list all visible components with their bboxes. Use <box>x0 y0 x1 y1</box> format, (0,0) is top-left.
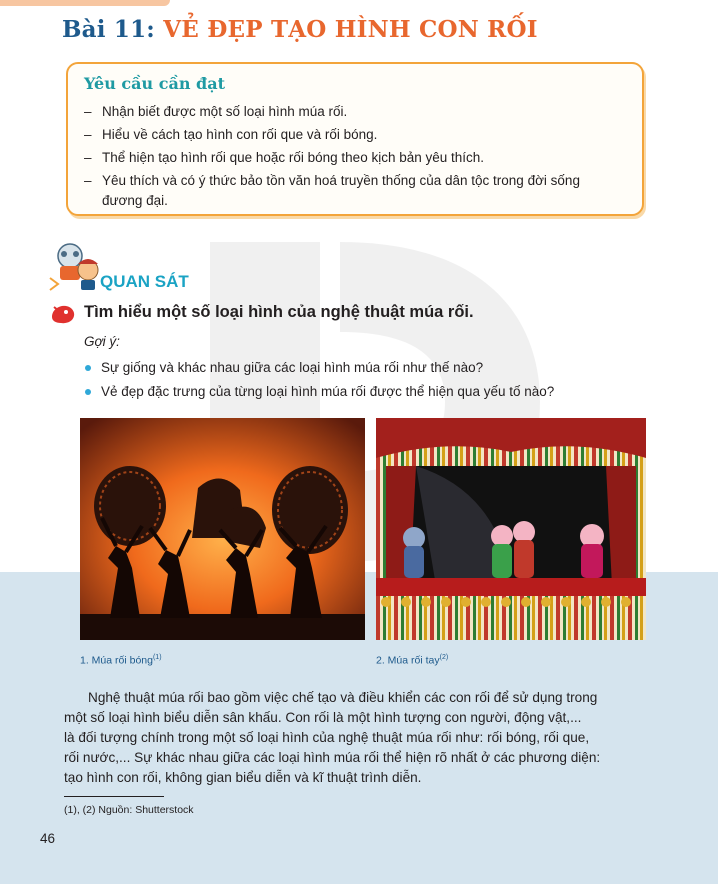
lesson-name: VẺ ĐẸP TẠO HÌNH CON RỐI <box>163 16 538 43</box>
figure-caption-1: 1. Múa rối bóng$^{(1)}$ <box>80 654 162 667</box>
lesson-title <box>62 16 538 43</box>
figure-caption-2: 2. Múa rối tay$^{(2)}$ <box>376 654 449 667</box>
hint-item: Vẻ đẹp đặc trưng của từng loại hình múa rối được thể hiện qua yếu tố nào? <box>84 380 554 404</box>
requirement-item: – Hiểu về cách tạo hình con rối que và rối bóng. <box>84 127 378 142</box>
requirement-item: – Nhận biết được một số loại hình múa rối. <box>84 104 348 119</box>
requirement-item-continuation: đương đại. <box>102 193 168 208</box>
shadow-puppet-photo <box>80 418 365 640</box>
requirement-item: – Thể hiện tạo hình rối que hoặc rối bóng theo kịch bản yêu thích. <box>84 150 485 165</box>
body-paragraph: Nghệ thuật múa rối bao gồm việc chế tạo và điều khiển các con rối để sử dụng trong một số loại hình biểu diễn sân khấu. Con rối là một hình tượng con người, động vật,... là đối tượng chính trong một số loại hình của nghệ thuật múa rối như: rối bóng, rối que, rối nước,... Sự khác nhau giữa các loại hình múa rối thể hiện rõ nhất ở các phương diện: tạo hình con rối, không gian biểu diễn và kĩ thuật trình diễn. <box>64 690 601 785</box>
requirements-box <box>66 62 644 216</box>
footnote-rule <box>64 796 164 797</box>
hint-item: Sự giống và khác nhau giữa các loại hình múa rối như thế nào? <box>84 356 554 380</box>
task-heading: Tìm hiểu một số loại hình của nghệ thuật múa rối. <box>84 303 474 321</box>
requirement-item: – Yêu thích và có ý thức bảo tồn văn hoá truyền thống của dân tộc trong đời sống <box>84 173 580 188</box>
top-decoration <box>0 0 170 6</box>
hint-label: Gợi ý: <box>84 334 120 349</box>
task-puppet-icon <box>50 303 76 325</box>
footnote: (1), (2) Nguồn: Shutterstock <box>64 804 194 816</box>
hand-puppet-photo <box>376 418 646 640</box>
hint-list <box>84 356 554 404</box>
requirements-list <box>84 102 632 214</box>
lesson-number: Bài 11: <box>62 16 155 43</box>
page-number: 46 <box>40 831 56 846</box>
requirements-title: Yêu cầu cần đạt <box>84 74 225 93</box>
observe-section-title: QUAN SÁT <box>100 272 189 291</box>
